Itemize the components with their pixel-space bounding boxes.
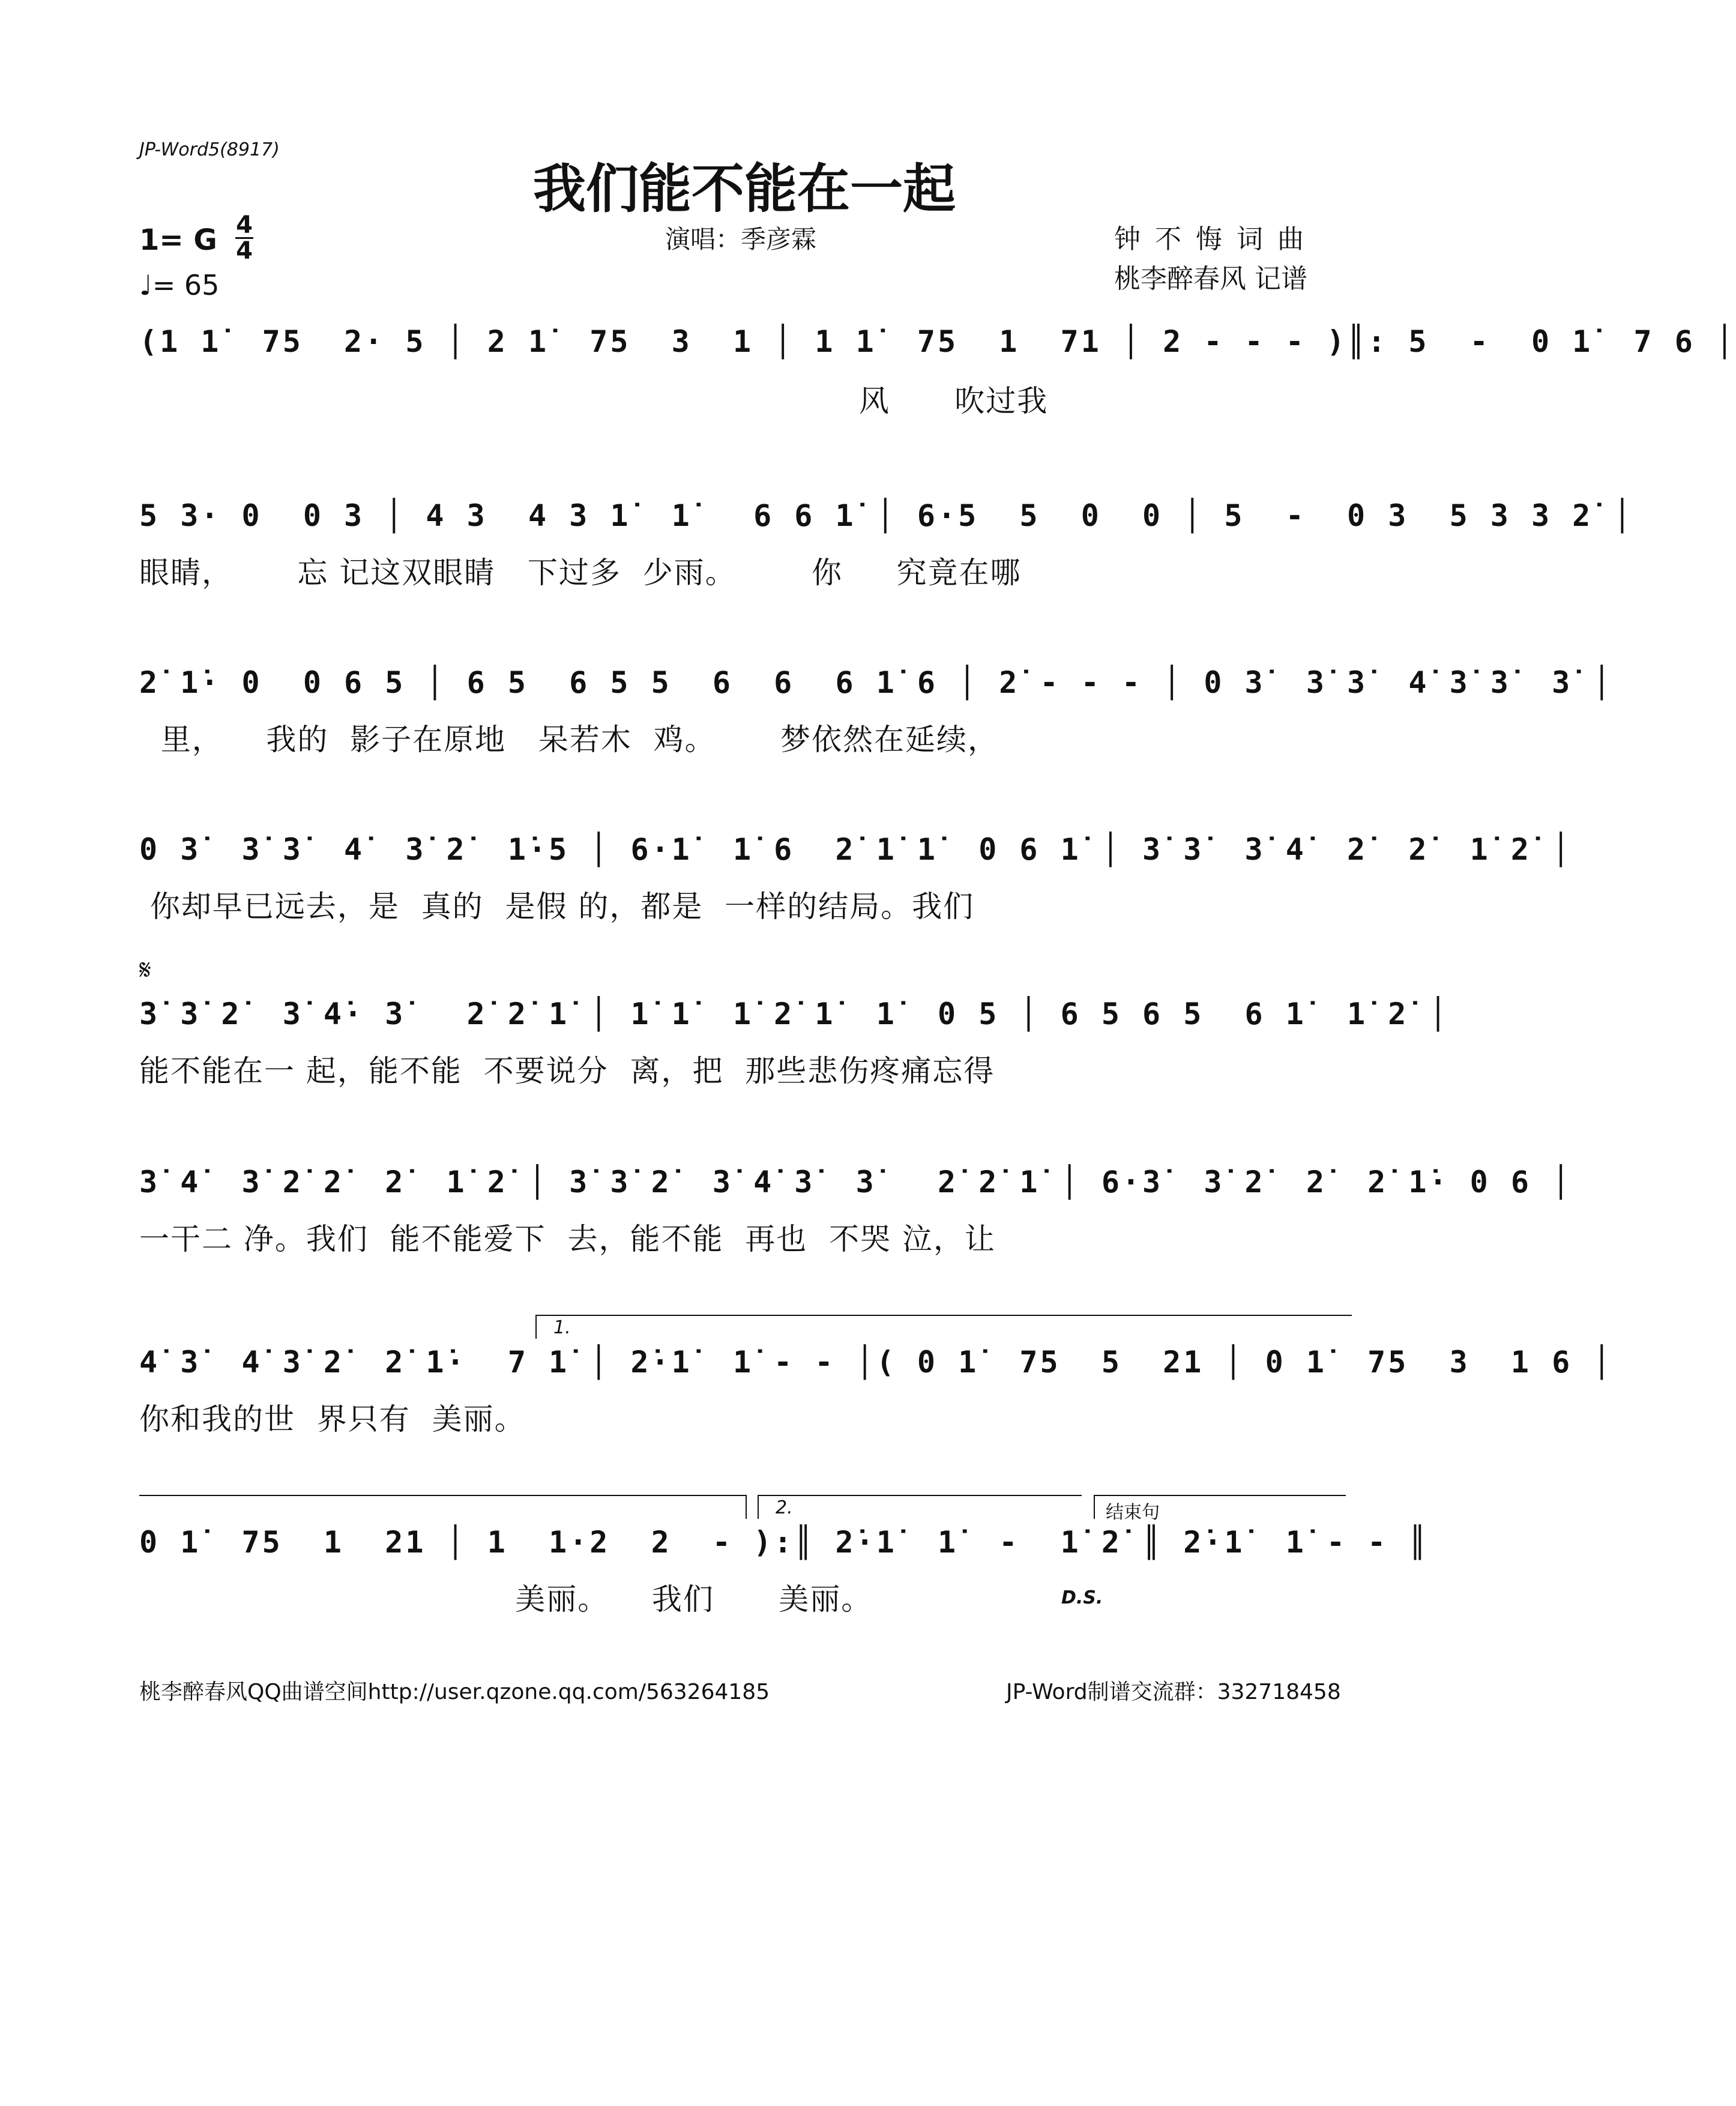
lyrics-line: 能不能在一 起，能不能 不要说分 离，把 那些悲伤疼痛忘得 [139,1054,995,1088]
lyrics-line: 风 吹过我 [139,384,1049,418]
volta-1-line [535,1315,1352,1316]
footer-right-note: JP-Word制谱交流群：332718458 [1006,1680,1341,1704]
volta-2-line [758,1495,1082,1496]
lyrics-line: 你却早已远去，是 真的 是假 的，都是 一样的结局。我们 [139,889,975,924]
time-signature-bottom: 4 [236,237,253,265]
score-system-4 [139,832,1573,970]
notes-line: 3̇ 4̇ 3̇ 2̇ 2̇ 2̇ 1̇ 2̇ │ 3̇ 3̇ 2̇ 3̇ 4̇ 3̇ 3̇ 2̇ 2̇ 1̇ │ 6·3̇ 3̇ 2̇ 2̇ 2̇ 1̇· 0 6 │ [139,1165,1573,1199]
volta-2-label: 2. [776,1497,793,1518]
key-signature: 1= G [139,223,217,257]
score-system-7 [139,1317,1614,1483]
singer-credit: 演唱：季彦霖 [665,225,817,254]
lyrics-line: 你和我的世 界只有 美丽。 [139,1402,526,1437]
volta-1-continuation-line [139,1495,746,1496]
ds-marker: D.S. [1061,1587,1103,1608]
score-system-1 [139,324,1736,462]
notator-credit: 桃李醉春风 记谱 [1114,264,1307,294]
volta-1-end-hook [746,1495,747,1519]
footer-left-note: 桃李醉春风QQ曲谱空间http://user.qzone.qq.com/563264185 [139,1680,770,1704]
composer-credit: 钟不悔词曲 [1114,224,1318,255]
software-label: JP-Word5(8917) [139,139,280,160]
score-system-2 [139,498,1634,636]
score-system-5 [139,953,1450,1135]
ending-line [1094,1495,1346,1496]
notes-line: 2̇ 1̇· 0 0 6 5 │ 6 5 6 5 5 6 6 6 1̇ 6 │ 2̇ - - - │ 0 3̇ 3̇ 3̇ 4̇ 3̇ 3̇ 3̇ │ [139,665,1614,700]
segno-marker: 𝄋 [139,953,151,986]
score-system-3 [139,665,1614,803]
lyrics-line: 一干二 净。我们 能不能爱下 去，能不能 再也 不哭 泣，让 [139,1222,996,1257]
volta-2-hook [758,1495,759,1519]
ending-label: 结束句 [1106,1502,1160,1523]
song-title: 我们能不能在一起 [532,157,956,220]
notes-line: 5 3· 0 0 3 │ 4 3 4 3 1̇ 1̇ 6 6 1̇ │ 6·5 5 0 0 │ 5 - 0 3 5 3 3 2̇ │ [139,498,1634,533]
ending-hook [1094,1495,1095,1519]
volta-1-label: 1. [553,1317,571,1338]
lyrics-line: 里， 我的 影子在原地 呆若木 鸡。 梦依然在延续， [139,722,999,757]
score-system-8 [139,1497,1429,1663]
lyrics-line: 眼睛， 忘 记这双眼睛 下过多 少雨。 你 究竟在哪 [139,555,1022,590]
notes-line: 0 1̇ 75 1 21 │ 1 1·2 2 - ):║ 2̇·1̇ 1̇ - 1̇ 2̇ ║ 2̇·1̇ 1̇ - - ║ [139,1525,1429,1560]
lyrics-line: 美丽。 我们 美丽。 [139,1582,873,1617]
notes-line: 3̇ 3̇ 2̇ 3̇ 4̇· 3̇ 2̇ 2̇ 1̇ │ 1̇ 1̇ 1̇ 2̇ 1̇ 1̇ 0 5 │ 6 5 6 5 6 1̇ 1̇ 2̇ │ [139,997,1450,1031]
score-system-6 [139,1165,1573,1303]
time-signature [235,213,253,263]
notes-line: 0 3̇ 3̇ 3̇ 4̇ 3̇ 2̇ 1̇·5 │ 6·1̇ 1̇ 6 2̇ 1̇ 1̇ 0 6 1̇ │ 3̇ 3̇ 3̇ 4̇ 2̇ 2̇ 1̇ 2̇ │ [139,832,1573,867]
notes-line: 4̇ 3̇ 4̇ 3̇ 2̇ 2̇ 1̇· 7 1̇ │ 2̇·1̇ 1̇ - - │( 0 1̇ 75 5 21 │ 0 1̇ 75 3 1 6 │ [139,1345,1614,1380]
time-signature-top: 4 [236,211,253,239]
tempo-marking: ♩= 65 [139,269,220,301]
volta-1-hook [535,1315,537,1339]
notes-line: (1 1̇ 75 2· 5 │ 2 1̇ 75 3 1 │ 1 1̇ 75 1 71 │ 2 - - - )║: 5 - 0 1̇ 7 6 │ [139,324,1736,359]
